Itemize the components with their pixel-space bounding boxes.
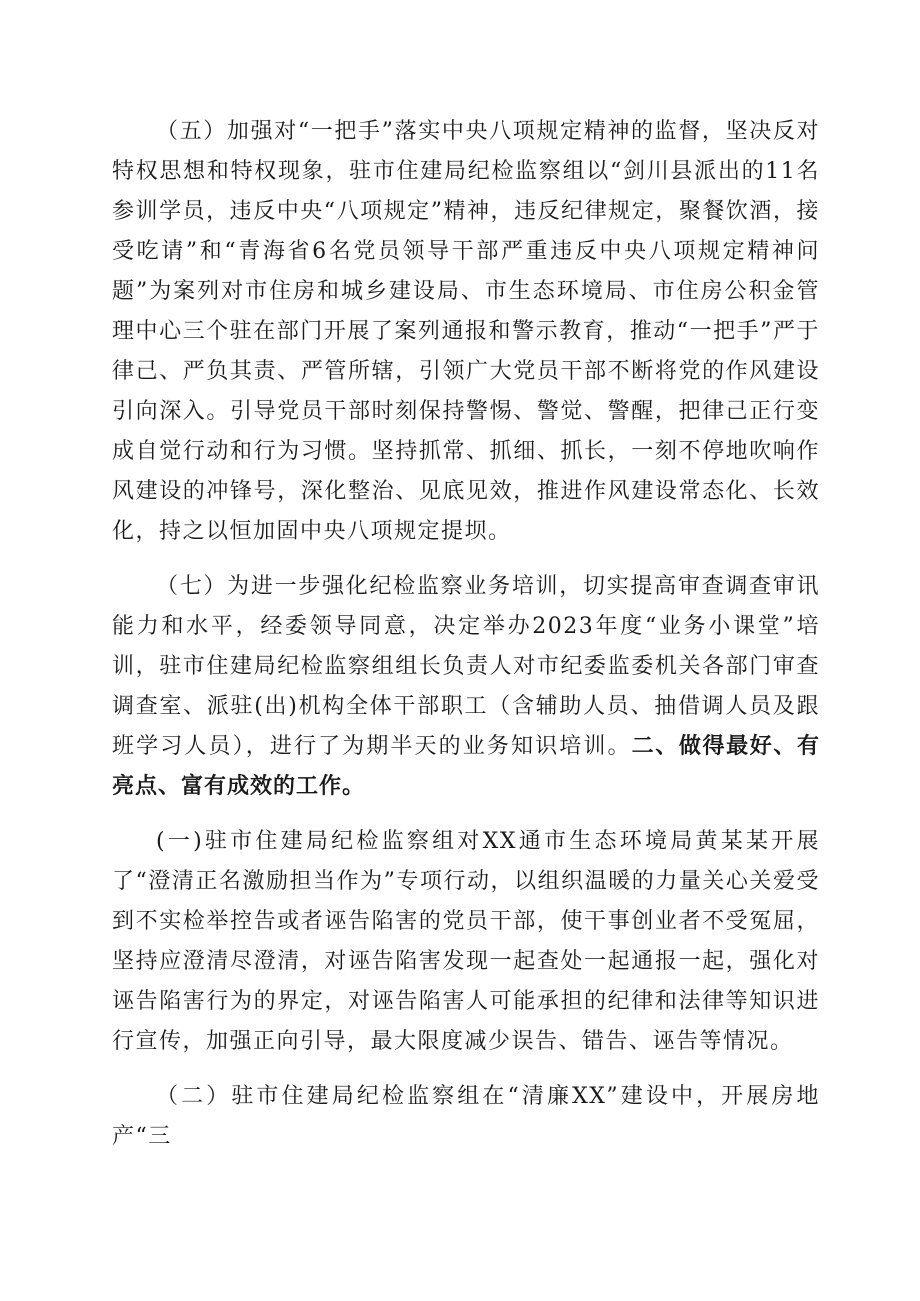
paragraph-subitem-2 [112,1077,820,1157]
paragraph-text: (一)驻市住建局纪检监察组对XX通市生态环境局黄某某开展了“澄清正名激励担当作为”专项行动，以组织温暖的力量关心关爱受到不实检举控告或者诬告陷害的党员干部，使干事创业者不受冤屈，坚持应澄清尽澄清，对诬告陷害发现一起查处一起通报一起，强化对诬告陷害行为的界定，对诬告陷害人可能承担的纪律和法律等知识进行宣传，加强正向引导，最大限度减少误告、错告、诬告等情况。 [112,829,820,1054]
paragraph-item-7 [112,567,820,807]
paragraph-item-5 [112,112,820,552]
paragraph-text: （二）驻市住建局纪检监察组在“清廉XX”建设中，开展房地产“三 [112,1084,820,1149]
paragraph-text: （五）加强对“一把手”落实中央八项规定精神的监督，坚决反对特权思想和特权现象，驻市住建局纪检监察组以“剑川县派出的11名参训学员，违反中央“八项规定”精神，违反纪律规定，聚餐饮酒，接受吃请”和“青海省6名党员领导干部严重违反中央八项规定精神问题”为案列对市住房和城乡建设局、市生态环境局、市住房公积金管理中心三个驻在部门开展了案列通报和警示教育，推动“一把手”严于律己、严负其责、严管所辖，引领广大党员干部不断将党的作风建设引向深入。引导党员干部时刻保持警惕、警觉、警醒，把律己正行变成自觉行动和行为习惯。坚持抓常、抓细、抓长，一刻不停地吹响作风建设的冲锋号，深化整治、见底见效，推进作风建设常态化、长效化，持之以恒加固中央八项规定提坝。 [112,119,820,544]
paragraph-text: （七）为进一步强化纪检监察业务培训，切实提高审查调查审讯能力和水平，经委领导同意，决定举办2023年度“业务小课堂”培训，驻市住建局纪检监察组组长负责人对市纪委监委机关各部门审查调查室、派驻(出)机构全体干部职工（含辅助人员、抽借调人员及跟班学习人员），进行了为期半天的业务知识培训。 [112,574,820,759]
section-heading-2: 二、做得最好、有亮点、富有成效的工作。 [112,734,820,799]
paragraph-subitem-1 [112,822,820,1062]
